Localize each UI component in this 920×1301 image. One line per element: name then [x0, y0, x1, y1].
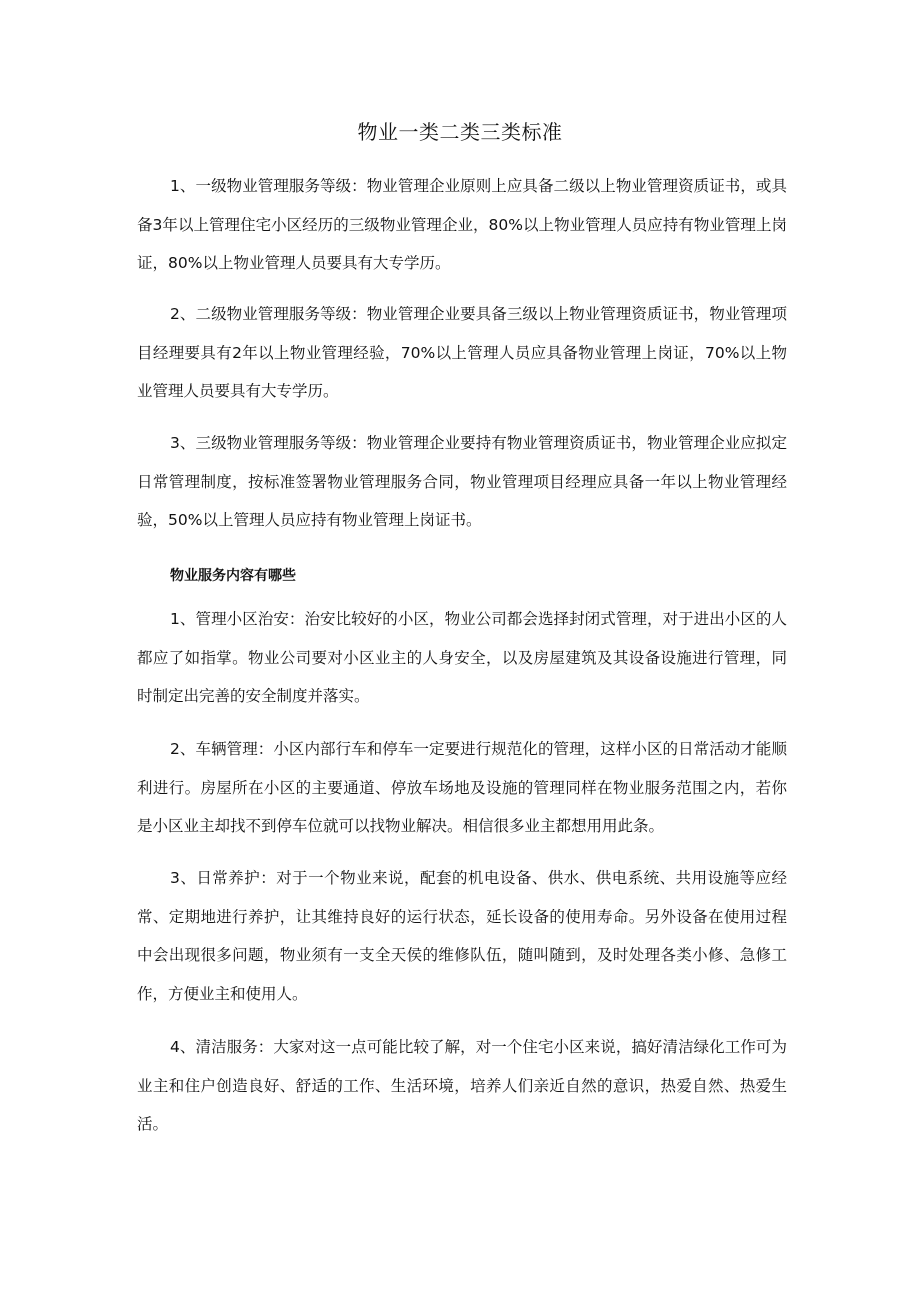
maintenance-paragraph: 3、日常养护：对于一个物业来说，配套的机电设备、供水、供电系统、共用设施等应经常、定期地进行养护，让其维持良好的运行状态，延长设备的使用寿命。另外设备在使用过程中会出现很多问题，物业须有一支全天侯的维修队伍，随叫随到，及时处理各类小修、急修工作，方便业主和使用人。	[137, 869, 787, 1003]
section-subheading: 物业服务内容有哪些	[170, 568, 296, 584]
page-title: 物业一类二类三类标准	[357, 120, 563, 144]
grade-three-paragraph: 3、三级物业管理服务等级：物业管理企业要持有物业管理资质证书，物业管理企业应拟定日常管理制度，按标准签署物业管理服务合同，物业管理项目经理应具备一年以上物业管理经验，50%以上管理人员应持有物业管理上岗证书。	[137, 434, 787, 529]
vehicle-paragraph: 2、车辆管理：小区内部行车和停车一定要进行规范化的管理，这样小区的日常活动才能顺利进行。房屋所在小区的主要通道、停放车场地及设施的管理同样在物业服务范围之内，若你是小区业主却找不到停车位就可以找物业解决。相信很多业主都想用用此条。	[137, 740, 787, 835]
cleaning-paragraph: 4、清洁服务：大家对这一点可能比较了解，对一个住宅小区来说，搞好清洁绿化工作可为业主和住户创造良好、舒适的工作、生活环境，培养人们亲近自然的意识，热爱自然、热爱生活。	[137, 1038, 787, 1133]
grade-two-paragraph: 2、二级物业管理服务等级：物业管理企业要具备三级以上物业管理资质证书，物业管理项目经理要具有2年以上物业管理经验，70%以上管理人员应具备物业管理上岗证，70%以上物业管理人员要具有大专学历。	[137, 305, 787, 400]
grade-one-paragraph: 1、一级物业管理服务等级：物业管理企业原则上应具备二级以上物业管理资质证书，或具备3年以上管理住宅小区经历的三级物业管理企业，80%以上物业管理人员应持有物业管理上岗证，80%以上物业管理人员要具有大专学历。	[137, 177, 787, 272]
security-paragraph: 1、管理小区治安：治安比较好的小区，物业公司都会选择封闭式管理，对于进出小区的人都应了如指掌。物业公司要对小区业主的人身安全，以及房屋建筑及其设备设施进行管理，同时制定出完善的安全制度并落实。	[137, 610, 787, 705]
